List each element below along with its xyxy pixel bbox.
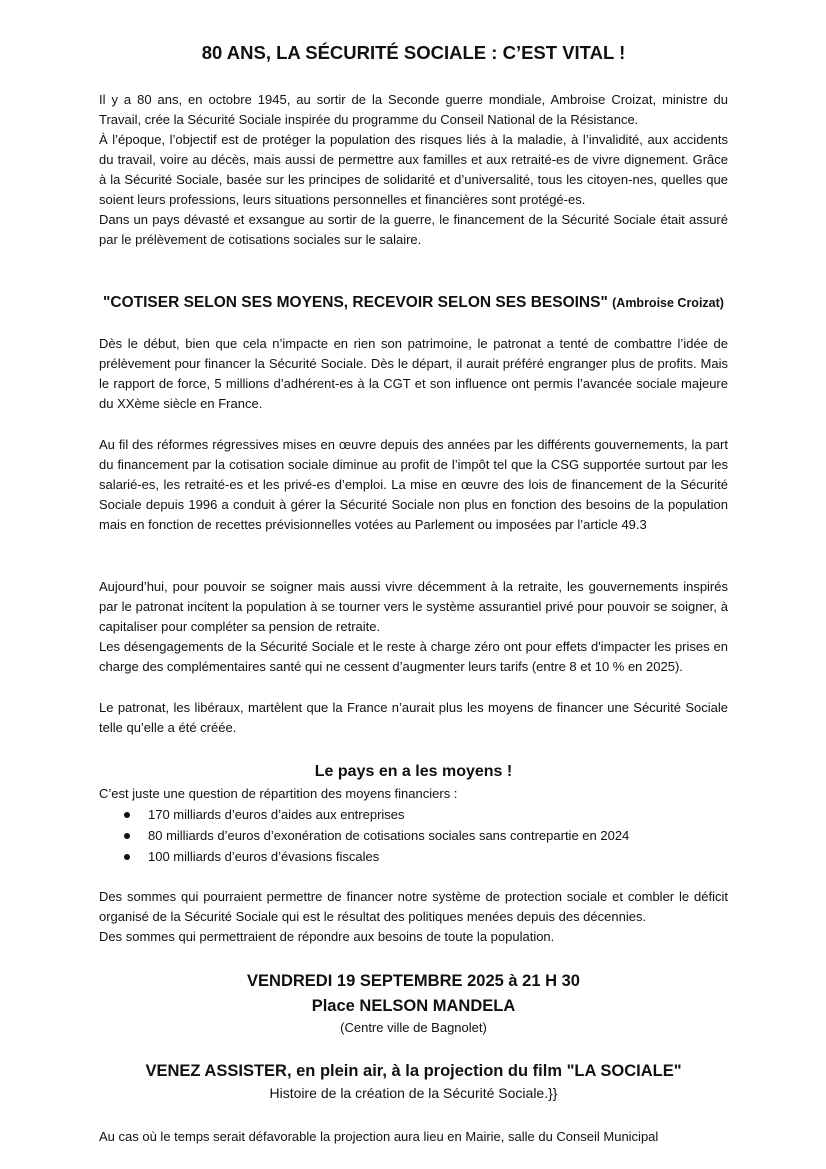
moyens-intro [99,784,728,804]
patronat-paragraph [99,334,728,414]
event-place-detail: (Centre ville de Bagnolet) [340,1020,487,1035]
intro-line-1: Il y a 80 ans, en octobre 1945, au sortir de la Seconde guerre mondiale, Ambroise Croizat, ministre du Travail, crée la Sécurité Sociale inspirée du programme du Conseil National de la Résistance. [99,92,728,127]
reformes-paragraph [99,435,728,535]
event-date: VENDREDI 19 SEPTEMBRE 2025 à 21 H 30 [247,972,580,990]
reformes-text: Au fil des réformes régressives mises en œuvre depuis des années par les différents gouvernements, la part du financement par la cotisation sociale diminue au profit de l’impôt tel que la CSG supportée surtout par les salarié-es, les retraité-es et les privé-es d’emploi. La mise en œuvre des lois de financement de la Sécurité Sociale depuis 1996 a conduit à gérer la Sécurité Sociale non plus en fonction des besoins de la population mais en fonction de recettes prévisionnelles votées au Parlement ou imposées par l’article 49.3 [99,437,728,532]
moyens-intro-text: C’est juste une question de répartition des moyens financiers : [99,786,458,801]
moyens-heading: Le pays en a les moyens ! [314,763,513,780]
weather-note [99,1127,728,1147]
moyens-list [99,804,728,867]
quote-heading-author: (Ambroise Croizat) [612,296,724,310]
event-cta: VENEZ ASSISTER, en plein air, à la projection du film "LA SOCIALE" [145,1062,682,1080]
page-title: 80 ANS, LA SÉCURITÉ SOCIALE : C’EST VITAL ! [201,42,626,63]
intro-paragraph [99,90,728,250]
liberaux-text: Le patronat, les libéraux, martèlent que la France n’aurait plus les moyens de financer une Sécurité Sociale telle qu’elle a été créée. [99,700,728,735]
quote-heading-text: "COTISER SELON SES MOYENS, RECEVOIR SELON SES BESOINS" [103,294,608,311]
intro-line-2: À l’époque, l’objectif est de protéger la population des risques liés à la maladie, à l’invalidité, aux accidents du travail, voire au décès, mais aussi de permettre aux familles et aux retraité-es de vivre dignement. Grâce à la Sécurité Sociale, basée sur les principes de solidarité et d’universalité, tous les citoyen-nes, quelles que soient leurs professions, leurs situations personnelles et financières sont protégé-es. [99,132,728,207]
sommes-line-1: Des sommes qui pourraient permettre de financer notre système de protection sociale et combler le déficit organisé de la Sécurité Sociale qui est le résultat des politiques menées depuis des décennies. [99,889,728,924]
weather-note-text: Au cas où le temps serait défavorable la projection aura lieu en Mairie, salle du Conseil Municipal [99,1129,659,1144]
film-subtitle: Histoire de la création de la Sécurité Sociale.}} [269,1085,558,1101]
sommes-paragraph [99,887,728,947]
patronat-text: Dès le début, bien que cela n’impacte en rien son patrimoine, le patronat a tenté de combattre l’idée de prélèvement pour financer la Sécurité Sociale. Dès le départ, il aurait préféré engranger plus de profits. Mais le rapport de force, 5 millions d’adhérent-es à la CGT et son influence ont permis l’avancée sociale majeure du XXème siècle en France. [99,336,728,411]
list-item: 80 milliards d’euros d’exonération de cotisations sociales sans contrepartie en 2024 [99,825,728,846]
aujourdhui-line-1: Aujourd’hui, pour pouvoir se soigner mais aussi vivre décemment à la retraite, les gouvernements inspirés par le patronat incitent la population à se tourner vers le système assurantiel privé pour pouvoir se soigner, à capitaliser pour compléter sa pension de retraite. [99,579,728,634]
event-place: Place NELSON MANDELA [311,997,516,1015]
list-item: 100 milliards d’euros d’évasions fiscales [99,846,728,867]
sommes-line-2: Des sommes qui permettraient de répondre aux besoins de toute la population. [99,929,555,944]
list-item: 170 milliards d’euros d’aides aux entreprises [99,804,728,825]
aujourdhui-line-2: Les désengagements de la Sécurité Sociale et le reste à charge zéro ont pour effets d'impacter les prises en charge des complémentaires santé qui ne cessent d’augmenter leurs tarifs (entre 8 et 10 % en 2025). [99,639,728,674]
quote-heading [99,292,728,314]
liberaux-paragraph [99,698,728,738]
intro-line-3: Dans un pays dévasté et exsangue au sortir de la guerre, le financement de la Sécurité Sociale était assuré par le prélèvement de cotisations sociales sur le salaire. [99,212,728,247]
aujourdhui-paragraph [99,577,728,677]
